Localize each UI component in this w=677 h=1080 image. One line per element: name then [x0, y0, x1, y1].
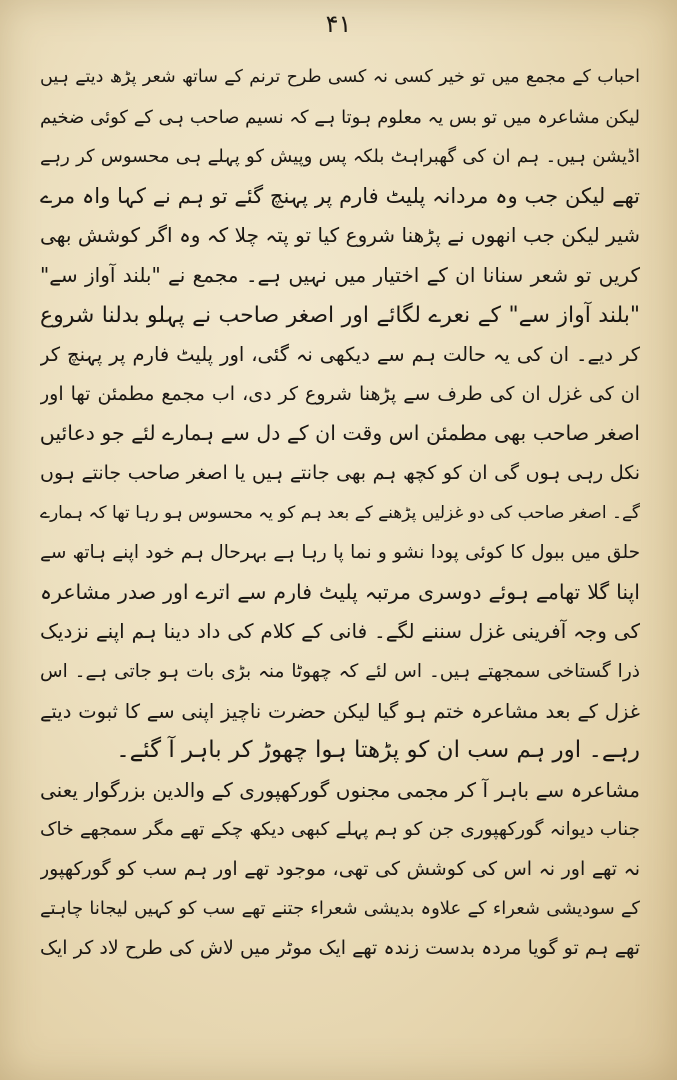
text-line: لیکن مشاعرہ میں تو بس یہ معلوم ہوتا ہے کہ نسیم صاحب ہی کے کوئی ضخیم [40, 106, 640, 128]
text-line: احباب کے مجمع میں تو خیر کسی نہ کسی طرح ترنم کے ساتھ شعر پڑھ دیتے ہیں [40, 67, 640, 87]
text-line: نہ تھے اور نہ اس کی کوشش کی تھی، موجود تھے اور ہم سب کو گورکھپور [40, 857, 640, 880]
text-line: اڈیشن ہیں۔ ہم ان کی گھبراہٹ بلکہ پس وپیش کو پہلے ہی محسوس کر رہے [40, 146, 640, 168]
text-line: کے سودیشی شعراء کے علاوہ بدیشی شعراء جتنے تھے سب کو کہیں لیجانا چاہتے [40, 898, 640, 920]
text-line: غزل کے بعد مشاعرہ ختم ہو گیا لیکن حضرت ناچیز اپنی سے کا ثبوت دیتے [40, 699, 640, 723]
text-line: ذرا گستاخی سمجھتے ہیں۔ اس لئے کہ چھوٹا منہ بڑی بات ہو جاتی ہے۔ اس [40, 660, 640, 682]
text-line: ان کی غزل ان کی طرف سے پڑھنا شروع کر دی، اب مجمع مطمئن تھا اور [40, 382, 640, 405]
body-text [40, 58, 640, 969]
page-number: ۴۱ [325, 10, 352, 38]
text-line: شیر لیکن جب انھوں نے پڑھنا شروع کیا تو پتہ چلا کہ وہ اگر کوشش بھی [40, 223, 640, 248]
text-line: رہے۔ اور ہم سب ان کو پڑھتا ہوا چھوڑ کر باہر آ گئے۔ [116, 737, 640, 764]
text-line: اپنا گلا تھامے ہوئے دوسری مرتبہ پلیٹ فارم سے اترے اور صدر مشاعرہ [40, 579, 640, 604]
text-line: گے۔ اصغر صاحب کی دو غزلیں پڑھنے کے بعد ہم کو یہ محسوس ہو رہا تھا کہ ہمارے [40, 502, 640, 523]
text-line: کی وجہ آفرینی غزل سننے لگے۔ فانی کے کلام کی داد دینا ہم اپنے نزدیک [40, 619, 640, 644]
text-line: جناب دیوانہ گورکھپوری جن کو ہم پہلے کبھی دیکھ چکے تھے مگر سمجھے خاک [40, 819, 640, 841]
text-line: تھے لیکن جب وہ مردانہ پلیٹ فارم پر پہنچ گئے تو ہم نے کہا واہ مرے [40, 183, 640, 208]
text-line: نکل رہی ہوں گی ان کو کچھ ہم بھی جانتے ہیں یا اصغر صاحب جانتے ہوں [40, 461, 640, 484]
text-line: "بلند آواز سے" کے نعرے لگائے اور اصغر صاحب نے پہلو بدلنا شروع [40, 302, 640, 328]
text-line: حلق میں ببول کا کوئی پودا نشو و نما پا رہا ہے بہرحال ہم خود اپنے ہاتھ سے [40, 542, 640, 564]
text-line: مشاعرہ سے باہر آ کر مجمی مجنوں گورکھپوری کے والدین بزرگوار یعنی [40, 777, 640, 802]
text-line: اصغر صاحب بھی مطمئن اس وقت ان کے دل سے ہمارے لئے جو دعائیں [40, 421, 640, 446]
text-line: تھے ہم تو گویا مردہ بدست زندہ تھے ایک موٹر میں لاش کی طرح لاد کر ایک [40, 937, 640, 960]
text-line: کر دیے۔ ان کی یہ حالت ہم سے دیکھی نہ گئی، اور پلیٹ فارم پر پہنچ کر [40, 343, 640, 367]
text-line: کریں تو شعر سنانا ان کے اختیار میں نہیں ہے۔ مجمع نے "بلند آواز سے" [40, 262, 640, 287]
